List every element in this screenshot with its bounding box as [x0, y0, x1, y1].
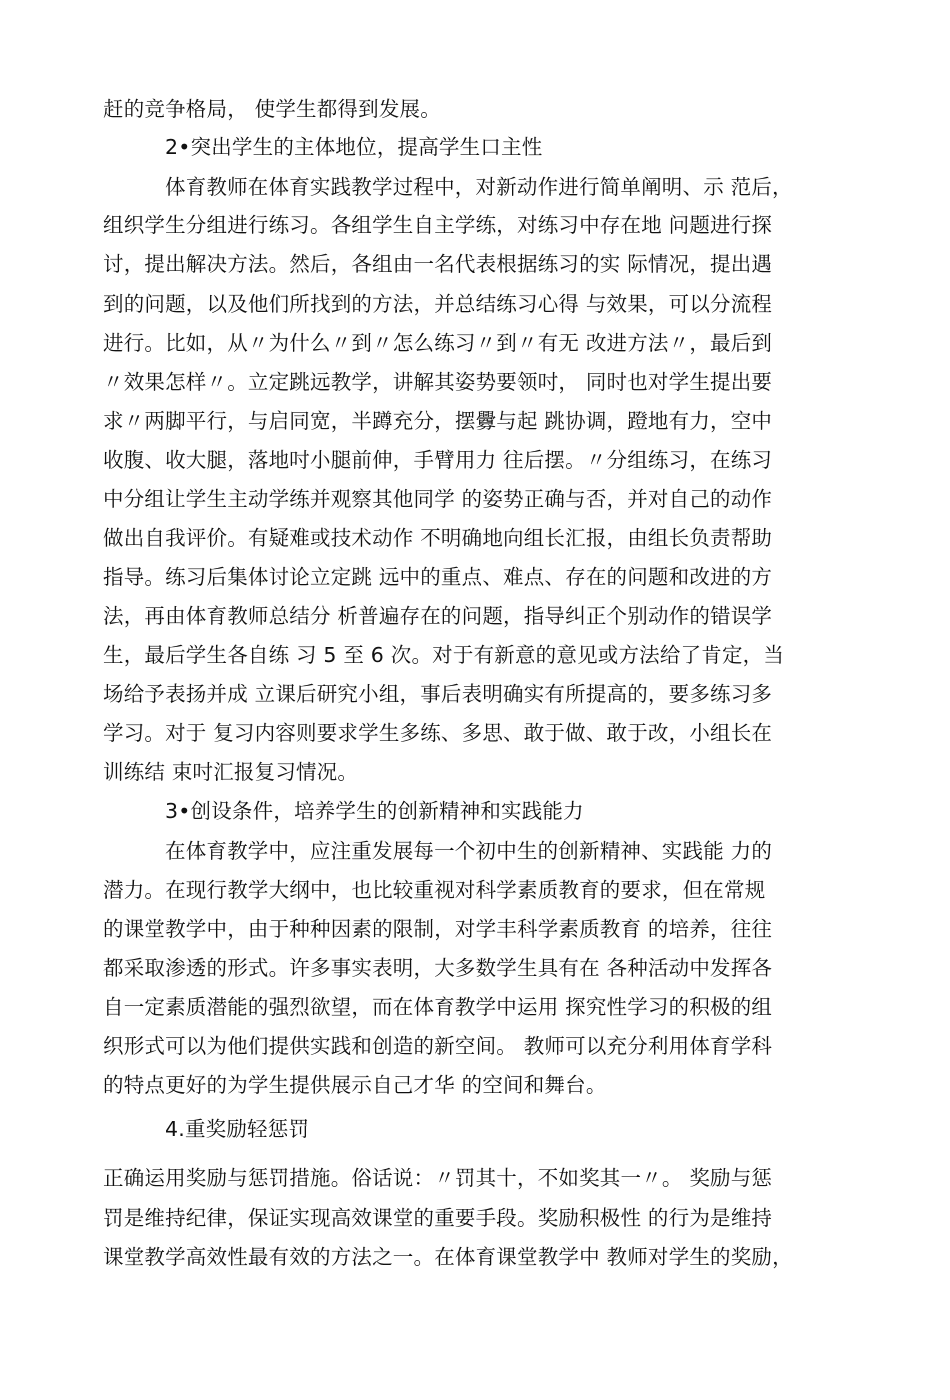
text-line: 做出自我评价。有疑难或技术动作 不明确地向组长汇报，由组长负责帮助 — [103, 526, 773, 550]
text-line: 的课堂教学中，由于种种因素的限制，对学丰科学素质教育 的培养，往往 — [103, 917, 773, 941]
section-heading: 3•创设条件，培养学生的创新精神和实践能力 — [165, 799, 584, 823]
text-line: 讨，提出解决方法。然后，各组由一名代表根据练习的实 际情况，提出遇 — [103, 252, 773, 276]
text-line: 赶的竞争格局， 使学生都得到发展。 — [103, 97, 441, 121]
text-line: 中分组让学生主动学练并观察其他同学 的姿势正确与否，并对自己的动作 — [103, 487, 773, 511]
text-line: 〃效果怎样〃。立定跳远教学，讲解其姿势要领吋， 同时也对学生提出要 — [103, 370, 773, 394]
text-line: 织形式可以为他们提供实践和创造的新空间。 教师可以充分利用体育学科 — [103, 1034, 773, 1058]
text-line: 正确运用奖励与惩罚措施。俗话说：〃罚其十，不如奖其一〃。 奖励与惩 — [103, 1166, 773, 1190]
text-line: 潜力。在现行教学大纲中，也比较重视对科学素质教育的要求，但在常规 — [103, 878, 766, 902]
text-line: 组织学生分组进行练习。各组学生自主学练，对练习中存在地 问题进行探 — [103, 213, 773, 237]
text-line: 求〃两脚平行，与启同宽，半蹲充分，摆釁与起 跳协调，蹬地有力，空中 — [103, 409, 773, 433]
text-line: 课堂教学高效性最有效的方法之一。在体育课堂教学中 教师对学生的奖励， — [103, 1245, 793, 1269]
text-line: 指导。练习后集体讨论立定跳 远中的重点、难点、存在的问题和改进的方 — [103, 565, 773, 589]
text-line: 罚是维持纪律，保证实现高效课堂的重要手段。奖励积极性 的行为是维持 — [103, 1206, 773, 1230]
text-line: 生，最后学生各自练 习 5 至 6 次。对于有新意的意见或方法给了肯定，当 — [103, 643, 785, 667]
text-line: 都采取渗透的形式。许多事实表明，大多数学生具有在 各种活动中发挥各 — [103, 956, 773, 980]
text-line: 进行。比如，从〃为什么〃到〃怎么练习〃到〃有无 改进方法〃，最后到 — [103, 331, 773, 355]
text-line: 场给予表扬并成 立课后研究小组，事后表明确实有所提高的，要多练习多 — [103, 682, 773, 706]
section-heading: 2•突出学生的主体地位，提高学生口主性 — [165, 135, 543, 159]
text-line: 收腹、收大腿，落地吋小腿前伸，手臂用力 往后摆。〃分组练习，在练习 — [103, 448, 773, 472]
section-heading: 4.重奖励轻惩罚 — [165, 1117, 310, 1141]
text-line: 训练结 束吋汇报复习情况。 — [103, 760, 359, 784]
text-line: 法，再由体育教师总结分 析普遍存在的问题，指导纠正个别动作的错误学 — [103, 604, 773, 628]
text-line: 体育教师在体育实践教学过程中，对新动作进行简单阐明、示 范后， — [165, 175, 793, 199]
text-line: 学习。对于 复习内容则要求学生多练、多思、敢于做、敢于改，小组长在 — [103, 721, 773, 745]
text-line: 到的问题，以及他们所找到的方法，并总结练习心得 与效果，可以分流程 — [103, 292, 773, 316]
text-line: 在体育教学中，应注重发展每一个初中生的创新精神、实践能 力的 — [165, 839, 773, 863]
text-line: 自一定素质潜能的强烈欲望，而在体育教学中运用 探究性学习的积极的组 — [103, 995, 773, 1019]
text-line: 的特点更好的为学生提供展示自己才华 的空间和舞台。 — [103, 1073, 607, 1097]
